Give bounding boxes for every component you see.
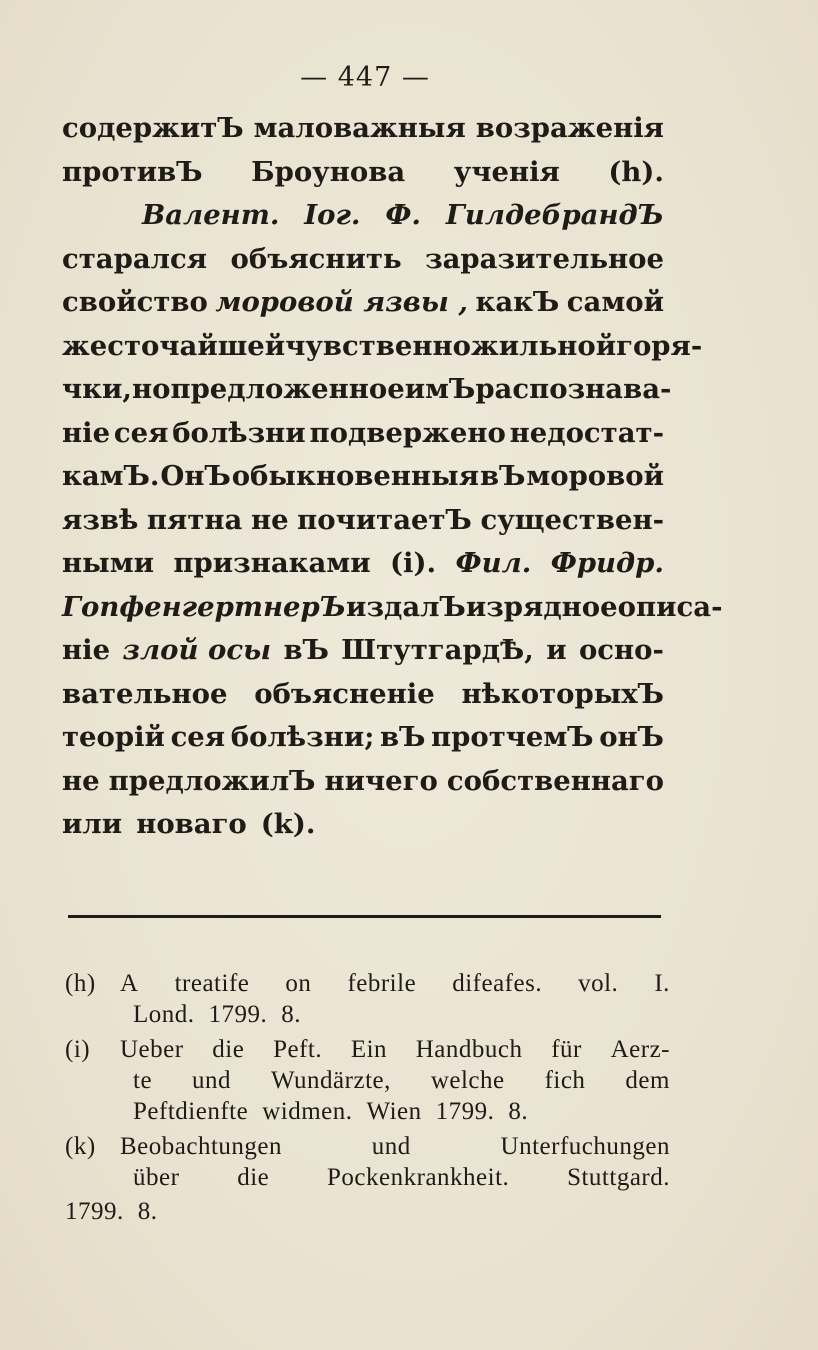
- text-line: [62, 504, 664, 548]
- text-word: или: [62, 808, 123, 840]
- text-word: язвѣ: [62, 503, 139, 536]
- text-word: ничего: [324, 764, 438, 797]
- footnote-word: dem: [625, 1067, 670, 1094]
- footnote-line: [65, 1098, 670, 1129]
- footnote-word: 1799.: [208, 1001, 268, 1028]
- footnote-word: febrile: [347, 970, 417, 997]
- text-word: онЪ: [599, 721, 664, 753]
- text-word: недостат-: [509, 416, 664, 449]
- text-word: старался: [62, 242, 208, 275]
- text-word: вЪ: [283, 634, 329, 666]
- text-word: возраженія: [475, 112, 664, 144]
- footnote-word: und: [371, 1133, 411, 1160]
- text-word: камЪ.: [62, 460, 160, 492]
- footnote-word: 8.: [508, 1098, 529, 1125]
- text-word: Ф.: [385, 199, 422, 231]
- text-word: новаго: [136, 808, 247, 840]
- footnote-word: Handbuch: [415, 1036, 523, 1063]
- text-word: нѣкоторыхЪ: [461, 677, 664, 710]
- footnote-word: I.: [654, 970, 670, 997]
- text-word: Фил.: [455, 547, 532, 579]
- footnote-word: die: [237, 1164, 270, 1191]
- text-line: [62, 417, 664, 461]
- footnote-word: über: [133, 1164, 180, 1191]
- text-line: [62, 243, 664, 287]
- footnote-word: welche: [430, 1067, 505, 1094]
- text-word: объясненіе: [254, 677, 435, 710]
- footnote-line: [65, 1198, 670, 1229]
- text-word: Фридр.: [550, 547, 664, 579]
- footnote-word: Lond.: [133, 1001, 195, 1028]
- footnote-word: widmen.: [262, 1098, 353, 1125]
- footnote-word: Wien: [366, 1098, 422, 1125]
- footnote-word: difeafes.: [452, 970, 543, 997]
- text-word: самой: [566, 286, 664, 318]
- text-word: (k).: [260, 808, 316, 840]
- footnote-word: te: [133, 1067, 153, 1094]
- footnote-word: A: [120, 970, 139, 997]
- text-word: объяснить: [230, 242, 402, 275]
- text-word: ніе: [62, 634, 111, 666]
- footnote-mark: (i): [65, 1036, 91, 1063]
- page-number: — 447 —: [300, 62, 430, 93]
- footnote-word: fich: [544, 1067, 586, 1094]
- text-word: подвержено: [309, 416, 506, 449]
- text-word: описа-: [617, 590, 723, 623]
- text-word: заразительное: [425, 242, 664, 275]
- footnote-word: und: [192, 1067, 231, 1094]
- footnote-word: 1799.: [65, 1198, 124, 1225]
- text-word: сея: [113, 416, 169, 449]
- text-line: [62, 765, 664, 809]
- text-word: ГилдебрандЪ: [445, 199, 664, 231]
- footnote-word: on: [285, 970, 312, 997]
- footnote-word: Beobachtungen: [120, 1133, 283, 1160]
- text-line: [62, 634, 664, 678]
- text-word: имЪ: [404, 373, 476, 405]
- footnote-word: Ein: [350, 1036, 388, 1063]
- text-line: [62, 329, 703, 374]
- text-word: противЪ: [62, 155, 203, 188]
- text-word: вЪ: [479, 460, 526, 492]
- text-word: но: [131, 373, 171, 405]
- footnote-word: die: [212, 1036, 245, 1063]
- footnotes: [65, 970, 670, 1233]
- footnote-mark: (k): [65, 1133, 96, 1160]
- text-word: Іог.: [304, 199, 361, 231]
- footnote-word: Ueber: [120, 1036, 184, 1063]
- text-line: [62, 547, 664, 591]
- text-word: ГопфенгертнерЪ: [62, 590, 347, 623]
- text-word: вЪ: [379, 721, 426, 753]
- text-word: Валент.: [142, 199, 280, 231]
- footnote-line: [65, 1133, 670, 1164]
- text-line: [62, 808, 664, 852]
- text-word: Броунова: [251, 155, 406, 188]
- text-word: почитаетЪ: [297, 503, 472, 536]
- text-word: предложенное: [170, 373, 405, 405]
- footnote-word: Pockenkrankheit.: [327, 1164, 510, 1191]
- text-line: [62, 199, 664, 243]
- footnote: [65, 970, 670, 1032]
- text-line: [62, 373, 672, 417]
- footnote-line: [65, 1067, 670, 1098]
- text-word: маловажныя: [253, 112, 466, 144]
- footnote-word: vol.: [578, 970, 619, 997]
- footnote-line: [65, 1036, 670, 1067]
- footnote-word: Peft.: [273, 1036, 323, 1063]
- footnote-word: Peftdienfte: [133, 1098, 249, 1125]
- text-line: [62, 286, 664, 330]
- footnote-word: für: [551, 1036, 582, 1063]
- text-word: болѣзни: [172, 416, 306, 449]
- footnote-word: 8.: [137, 1198, 158, 1225]
- text-word: ШтутгардѢ,: [341, 634, 534, 666]
- text-word: болѣзни;: [230, 721, 375, 753]
- footnote-word: treatife: [174, 970, 250, 997]
- text-line: [62, 721, 664, 765]
- footnote-word: 1799.: [435, 1098, 495, 1125]
- text-word: (h).: [608, 155, 664, 188]
- footnote-word: Stuttgard.: [567, 1164, 670, 1191]
- text-word: теорій: [62, 721, 165, 753]
- text-word: ніе: [62, 416, 111, 449]
- text-word: горя-: [616, 329, 703, 362]
- body-text: [62, 112, 723, 852]
- text-word: жесточайшей: [62, 329, 286, 362]
- text-word: вательное: [62, 677, 228, 710]
- footnote-line: [65, 1001, 670, 1032]
- text-word: собственнаго: [446, 764, 664, 797]
- footnote-word: 8.: [281, 1001, 302, 1028]
- text-word: свойство: [62, 286, 208, 318]
- footnote-word: Wundärzte,: [270, 1067, 391, 1094]
- text-line: [62, 112, 664, 156]
- text-word: не: [62, 764, 100, 797]
- footnote: [65, 1036, 670, 1129]
- footnote-word: Unterfuchungen: [500, 1133, 670, 1160]
- text-word: протчемЪ: [431, 721, 594, 753]
- text-word: какЪ: [475, 286, 560, 318]
- text-word: не: [250, 503, 289, 536]
- footnote-line: [65, 970, 670, 1001]
- text-word: предложилЪ: [108, 764, 316, 797]
- text-word: распознава-: [475, 373, 672, 405]
- text-word: (i).: [390, 547, 437, 579]
- text-word: обыкновенныя: [231, 460, 480, 492]
- text-word: ОнЪ: [160, 460, 231, 492]
- text-word: существен-: [480, 503, 664, 536]
- text-word: ными: [62, 547, 154, 579]
- text-word: чувственножильной: [285, 329, 617, 362]
- text-word: ученія: [453, 155, 560, 188]
- text-word: изрядное: [465, 590, 618, 623]
- text-word: пятна: [146, 503, 243, 536]
- text-line: [62, 590, 723, 635]
- footnote-word: Aerz-: [610, 1036, 670, 1063]
- text-word: осно-: [578, 634, 664, 666]
- text-word: и: [546, 634, 567, 666]
- text-line: [62, 460, 664, 504]
- text-word: моровой: [526, 460, 664, 492]
- text-word: сея: [170, 721, 226, 753]
- text-word: признаками: [173, 547, 371, 579]
- text-word: моровой язвы ,: [215, 286, 468, 318]
- footnote-mark: (h): [65, 970, 96, 997]
- text-line: [62, 156, 664, 200]
- footnote-divider: [68, 915, 661, 918]
- footnote: [65, 1133, 670, 1229]
- text-word: содержитЪ: [62, 112, 244, 144]
- text-word: чки,: [62, 373, 132, 405]
- footnote-line: [65, 1164, 670, 1195]
- text-word: издалЪ: [346, 590, 466, 623]
- text-line: [62, 678, 664, 722]
- text-word: злой осы: [122, 634, 272, 666]
